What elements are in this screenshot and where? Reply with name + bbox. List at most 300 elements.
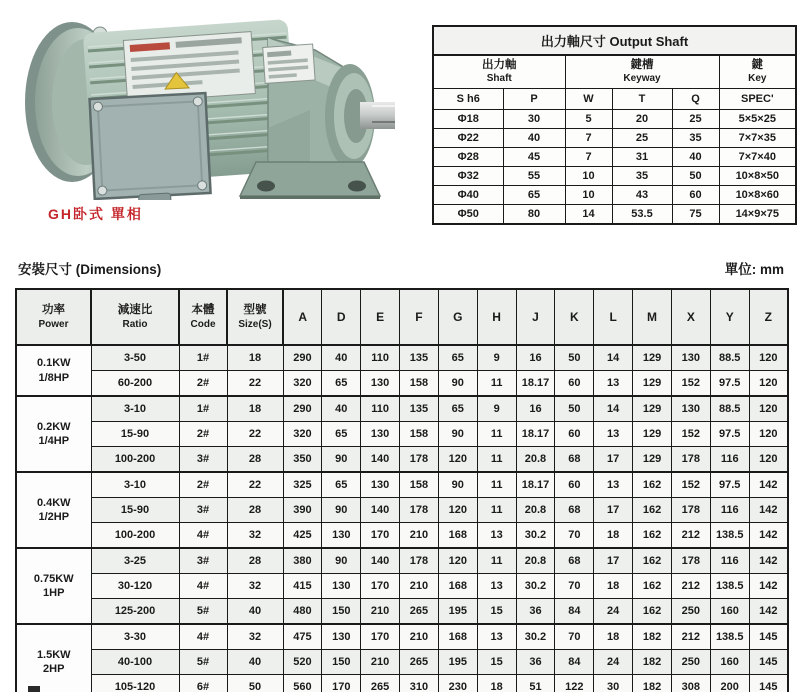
- value-cell: 68: [555, 498, 594, 523]
- value-cell: 70: [555, 574, 594, 599]
- value-cell: 142: [749, 472, 788, 498]
- value-cell: 120: [438, 498, 477, 523]
- value-cell: 22: [227, 422, 283, 447]
- value-cell: 145: [749, 650, 788, 675]
- output-shaft-column-header-row: [433, 89, 796, 110]
- value-cell: 18: [594, 624, 633, 650]
- dimensions-row: [16, 599, 788, 625]
- output-shaft-title: 出力軸尺寸 Output Shaft: [433, 26, 796, 55]
- value-cell: 110: [361, 345, 400, 371]
- col-k: K: [555, 289, 594, 345]
- value-cell: 22: [227, 371, 283, 397]
- value-cell: 13: [477, 574, 516, 599]
- value-cell: 200: [710, 675, 749, 692]
- value-cell: 18.17: [516, 422, 555, 447]
- output-shaft-title-row: [433, 26, 796, 55]
- shaft-value-cell: 40: [672, 148, 719, 167]
- value-cell: 20.8: [516, 548, 555, 574]
- value-cell: 152: [671, 472, 710, 498]
- value-cell: 36: [516, 650, 555, 675]
- value-cell: 129: [633, 345, 672, 371]
- value-cell: 120: [749, 371, 788, 397]
- value-cell: 40: [322, 396, 361, 422]
- col-m: M: [633, 289, 672, 345]
- value-cell: 65: [438, 396, 477, 422]
- shaft-value-cell: 10×8×50: [719, 167, 796, 186]
- value-cell: 130: [322, 523, 361, 549]
- col-size-en: Size(S): [238, 318, 272, 330]
- ratio-cell: 3-10: [91, 396, 179, 422]
- value-cell: 90: [438, 422, 477, 447]
- value-cell: 32: [227, 523, 283, 549]
- shaft-value-cell: 40: [503, 129, 565, 148]
- dimensions-tbody: [16, 345, 788, 692]
- output-shaft-table: [432, 25, 797, 225]
- col-g: G: [438, 289, 477, 345]
- value-cell: 290: [283, 345, 322, 371]
- col-z: Z: [749, 289, 788, 345]
- value-cell: 150: [322, 650, 361, 675]
- value-cell: 142: [749, 574, 788, 599]
- shaft-value-cell: 60: [672, 186, 719, 205]
- dimensions-row: [16, 345, 788, 371]
- col-t: T: [612, 89, 672, 110]
- value-cell: 18: [594, 523, 633, 549]
- shaft-value-cell: 35: [612, 167, 672, 186]
- shaft-diameter-cell: Φ32: [433, 167, 503, 186]
- value-cell: 178: [400, 447, 439, 473]
- col-q: Q: [672, 89, 719, 110]
- value-cell: 210: [400, 523, 439, 549]
- value-cell: 84: [555, 650, 594, 675]
- value-cell: 210: [361, 599, 400, 625]
- value-cell: 22: [227, 472, 283, 498]
- value-cell: 210: [361, 650, 400, 675]
- value-cell: 170: [361, 574, 400, 599]
- value-cell: 170: [361, 624, 400, 650]
- value-cell: 152: [671, 422, 710, 447]
- value-cell: 30: [594, 675, 633, 692]
- col-power-en: Power: [38, 318, 69, 330]
- power-line: 2HP: [43, 663, 65, 675]
- group-key-zh: 鍵: [751, 58, 764, 71]
- shaft-value-cell: 7×7×35: [719, 129, 796, 148]
- value-cell: 20.8: [516, 498, 555, 523]
- value-cell: 13: [594, 422, 633, 447]
- unit-label: 單位: mm: [724, 262, 784, 277]
- power-line: 1.5KW: [36, 648, 71, 661]
- motor-nameplate: [123, 32, 255, 103]
- dimensions-row: [16, 675, 788, 692]
- value-cell: 16: [516, 345, 555, 371]
- power-line: 1/2HP: [38, 511, 70, 523]
- value-cell: 142: [749, 548, 788, 574]
- value-cell: 18: [227, 396, 283, 422]
- col-s-h6: S h6: [433, 89, 503, 110]
- value-cell: 168: [438, 624, 477, 650]
- value-cell: 9: [477, 396, 516, 422]
- value-cell: 195: [438, 650, 477, 675]
- value-cell: 70: [555, 523, 594, 549]
- shaft-value-cell: 80: [503, 205, 565, 225]
- value-cell: 13: [594, 371, 633, 397]
- output-shaft-row: [433, 110, 796, 129]
- dimensions-header-row: [16, 289, 788, 345]
- value-cell: 3#: [179, 447, 227, 473]
- shaft-value-cell: 7: [565, 148, 612, 167]
- value-cell: 182: [633, 624, 672, 650]
- value-cell: 425: [283, 523, 322, 549]
- shaft-diameter-cell: Φ18: [433, 110, 503, 129]
- dimensions-row: [16, 396, 788, 422]
- group-key: [719, 55, 796, 89]
- power-line: 0.1KW: [36, 357, 71, 370]
- col-power-zh: 功率: [42, 303, 65, 316]
- dimensions-table: [15, 288, 789, 692]
- value-cell: 2#: [179, 422, 227, 447]
- shaft-value-cell: 25: [612, 129, 672, 148]
- value-cell: 162: [633, 498, 672, 523]
- power-line: 0.75KW: [33, 572, 74, 585]
- ratio-cell: 60-200: [91, 371, 179, 397]
- value-cell: 28: [227, 548, 283, 574]
- value-cell: 178: [400, 548, 439, 574]
- power-line: 1HP: [43, 587, 65, 599]
- dimensions-row: [16, 371, 788, 397]
- value-cell: 122: [555, 675, 594, 692]
- dimensions-row: [16, 447, 788, 473]
- value-cell: 116: [710, 498, 749, 523]
- value-cell: 138.5: [710, 574, 749, 599]
- group-key-en: Key: [748, 73, 767, 84]
- value-cell: 138.5: [710, 523, 749, 549]
- shaft-value-cell: 75: [672, 205, 719, 225]
- value-cell: 520: [283, 650, 322, 675]
- dimensions-row: [16, 523, 788, 549]
- value-cell: 68: [555, 447, 594, 473]
- value-cell: 130: [361, 371, 400, 397]
- value-cell: 145: [749, 675, 788, 692]
- shaft-value-cell: 25: [672, 110, 719, 129]
- shaft-value-cell: 43: [612, 186, 672, 205]
- shaft-value-cell: 10×8×60: [719, 186, 796, 205]
- shaft-value-cell: 55: [503, 167, 565, 186]
- output-shaft-tbody: [433, 110, 796, 225]
- value-cell: 135: [400, 396, 439, 422]
- value-cell: 88.5: [710, 345, 749, 371]
- value-cell: 135: [400, 345, 439, 371]
- value-cell: 11: [477, 498, 516, 523]
- value-cell: 130: [361, 472, 400, 498]
- group-shaft-en: Shaft: [486, 73, 512, 84]
- power-cell: [16, 345, 91, 396]
- col-e: E: [361, 289, 400, 345]
- ratio-cell: 3-25: [91, 548, 179, 574]
- value-cell: 168: [438, 574, 477, 599]
- col-a: A: [283, 289, 322, 345]
- ratio-cell: 15-90: [91, 422, 179, 447]
- value-cell: 2#: [179, 371, 227, 397]
- value-cell: 120: [749, 447, 788, 473]
- value-cell: 1#: [179, 396, 227, 422]
- value-cell: 290: [283, 396, 322, 422]
- value-cell: 90: [438, 472, 477, 498]
- value-cell: 142: [749, 498, 788, 523]
- value-cell: 1#: [179, 345, 227, 371]
- ratio-cell: 100-200: [91, 523, 179, 549]
- value-cell: 84: [555, 599, 594, 625]
- value-cell: 162: [633, 472, 672, 498]
- shaft-value-cell: 14×9×75: [719, 205, 796, 225]
- group-shaft: [433, 55, 565, 89]
- value-cell: 145: [749, 624, 788, 650]
- value-cell: 40: [227, 650, 283, 675]
- col-size: [227, 289, 283, 345]
- output-shaft-group-row: [433, 55, 796, 89]
- page-corner-mark: [28, 686, 40, 692]
- shaft-value-cell: 14: [565, 205, 612, 225]
- value-cell: 178: [671, 447, 710, 473]
- value-cell: 90: [322, 447, 361, 473]
- value-cell: 129: [633, 396, 672, 422]
- dimensions-section-header: [18, 258, 784, 278]
- product-caption: GH卧式 單相: [48, 206, 143, 222]
- shaft-value-cell: 65: [503, 186, 565, 205]
- shaft-diameter-cell: Φ28: [433, 148, 503, 167]
- group-shaft-zh: 出力軸: [482, 58, 517, 71]
- value-cell: 475: [283, 624, 322, 650]
- power-cell: [16, 624, 91, 692]
- dimensions-row: [16, 574, 788, 599]
- value-cell: 30.2: [516, 624, 555, 650]
- power-line: 0.2KW: [36, 420, 71, 433]
- value-cell: 90: [322, 498, 361, 523]
- col-code-en: Code: [190, 318, 216, 330]
- shaft-diameter-cell: Φ40: [433, 186, 503, 205]
- value-cell: 116: [710, 548, 749, 574]
- dimensions-title: 安裝尺寸 (Dimensions): [18, 262, 162, 277]
- value-cell: 6#: [179, 675, 227, 692]
- output-shaft-row: [433, 148, 796, 167]
- value-cell: 60: [555, 371, 594, 397]
- value-cell: 152: [671, 371, 710, 397]
- value-cell: 320: [283, 422, 322, 447]
- value-cell: 210: [400, 624, 439, 650]
- power-line: 1/8HP: [38, 371, 70, 384]
- value-cell: 310: [400, 675, 439, 692]
- value-cell: 17: [594, 447, 633, 473]
- value-cell: 178: [671, 548, 710, 574]
- value-cell: 16: [516, 396, 555, 422]
- value-cell: 60: [555, 472, 594, 498]
- mounting-base: [240, 162, 380, 199]
- output-shaft: [360, 102, 395, 129]
- value-cell: 170: [322, 675, 361, 692]
- value-cell: 325: [283, 472, 322, 498]
- value-cell: 140: [361, 498, 400, 523]
- value-cell: 160: [710, 650, 749, 675]
- col-w: W: [565, 89, 612, 110]
- dimensions-row: [16, 422, 788, 447]
- value-cell: 140: [361, 548, 400, 574]
- value-cell: 230: [438, 675, 477, 692]
- value-cell: 265: [400, 599, 439, 625]
- value-cell: 130: [322, 624, 361, 650]
- ratio-cell: 30-120: [91, 574, 179, 599]
- value-cell: 110: [361, 396, 400, 422]
- power-cell: [16, 472, 91, 548]
- ratio-cell: 3-30: [91, 624, 179, 650]
- ratio-cell: 3-50: [91, 345, 179, 371]
- shaft-value-cell: 31: [612, 148, 672, 167]
- value-cell: 20.8: [516, 447, 555, 473]
- value-cell: 210: [400, 574, 439, 599]
- col-ratio: [91, 289, 179, 345]
- col-y: Y: [710, 289, 749, 345]
- value-cell: 182: [633, 675, 672, 692]
- value-cell: 120: [749, 422, 788, 447]
- ratio-cell: 125-200: [91, 599, 179, 625]
- value-cell: 15: [477, 650, 516, 675]
- value-cell: 320: [283, 371, 322, 397]
- col-spec: SPEC': [719, 89, 796, 110]
- output-shaft-row: [433, 186, 796, 205]
- motor-image-block: [20, 10, 405, 224]
- gear-housing: [263, 38, 395, 182]
- value-cell: 2#: [179, 472, 227, 498]
- col-ratio-en: Ratio: [122, 318, 148, 330]
- value-cell: 9: [477, 345, 516, 371]
- value-cell: 28: [227, 498, 283, 523]
- value-cell: 65: [438, 345, 477, 371]
- value-cell: 162: [633, 548, 672, 574]
- shaft-diameter-cell: Φ22: [433, 129, 503, 148]
- col-j: J: [516, 289, 555, 345]
- value-cell: 32: [227, 574, 283, 599]
- value-cell: 50: [555, 345, 594, 371]
- value-cell: 17: [594, 498, 633, 523]
- value-cell: 138.5: [710, 624, 749, 650]
- value-cell: 560: [283, 675, 322, 692]
- value-cell: 130: [671, 396, 710, 422]
- value-cell: 212: [671, 624, 710, 650]
- value-cell: 3#: [179, 548, 227, 574]
- value-cell: 65: [322, 472, 361, 498]
- shaft-value-cell: 5: [565, 110, 612, 129]
- value-cell: 11: [477, 371, 516, 397]
- value-cell: 150: [322, 599, 361, 625]
- col-size-zh: 型號: [243, 303, 267, 316]
- value-cell: 3#: [179, 498, 227, 523]
- dimensions-row: [16, 548, 788, 574]
- value-cell: 170: [361, 523, 400, 549]
- col-d: D: [322, 289, 361, 345]
- value-cell: 14: [594, 345, 633, 371]
- power-cell: [16, 548, 91, 624]
- value-cell: 158: [400, 371, 439, 397]
- value-cell: 162: [633, 599, 672, 625]
- output-shaft-row: [433, 129, 796, 148]
- col-ratio-zh: 減速比: [117, 303, 153, 316]
- value-cell: 250: [671, 599, 710, 625]
- value-cell: 212: [671, 523, 710, 549]
- ratio-cell: 3-10: [91, 472, 179, 498]
- ratio-cell: 100-200: [91, 447, 179, 473]
- value-cell: 70: [555, 624, 594, 650]
- col-code: [179, 289, 227, 345]
- value-cell: 390: [283, 498, 322, 523]
- value-cell: 32: [227, 624, 283, 650]
- shaft-value-cell: 5×5×25: [719, 110, 796, 129]
- value-cell: 4#: [179, 523, 227, 549]
- col-code-zh: 本體: [191, 303, 215, 316]
- value-cell: 88.5: [710, 396, 749, 422]
- dimensions-row: [16, 498, 788, 523]
- value-cell: 178: [400, 498, 439, 523]
- value-cell: 129: [633, 422, 672, 447]
- value-cell: 30.2: [516, 523, 555, 549]
- value-cell: 24: [594, 599, 633, 625]
- value-cell: 13: [594, 472, 633, 498]
- value-cell: 160: [710, 599, 749, 625]
- value-cell: 195: [438, 599, 477, 625]
- value-cell: 11: [477, 447, 516, 473]
- col-h: H: [477, 289, 516, 345]
- gear-motor-product-photo: [20, 10, 395, 200]
- value-cell: 90: [322, 548, 361, 574]
- value-cell: 97.5: [710, 472, 749, 498]
- value-cell: 97.5: [710, 371, 749, 397]
- col-f: F: [400, 289, 439, 345]
- value-cell: 4#: [179, 624, 227, 650]
- value-cell: 480: [283, 599, 322, 625]
- value-cell: 18: [227, 345, 283, 371]
- value-cell: 168: [438, 523, 477, 549]
- col-power: [16, 289, 91, 345]
- col-x: X: [671, 289, 710, 345]
- value-cell: 11: [477, 472, 516, 498]
- value-cell: 18: [477, 675, 516, 692]
- value-cell: 14: [594, 396, 633, 422]
- value-cell: 142: [749, 523, 788, 549]
- value-cell: 13: [477, 523, 516, 549]
- value-cell: 120: [438, 447, 477, 473]
- power-line: 0.4KW: [36, 496, 71, 509]
- shaft-value-cell: 45: [503, 148, 565, 167]
- shaft-value-cell: 10: [565, 167, 612, 186]
- value-cell: 18.17: [516, 472, 555, 498]
- value-cell: 140: [361, 447, 400, 473]
- value-cell: 142: [749, 599, 788, 625]
- shaft-value-cell: 10: [565, 186, 612, 205]
- shaft-value-cell: 35: [672, 129, 719, 148]
- value-cell: 24: [594, 650, 633, 675]
- value-cell: 97.5: [710, 422, 749, 447]
- value-cell: 116: [710, 447, 749, 473]
- value-cell: 158: [400, 422, 439, 447]
- value-cell: 162: [633, 574, 672, 599]
- value-cell: 40: [322, 345, 361, 371]
- value-cell: 40: [227, 599, 283, 625]
- value-cell: 120: [749, 396, 788, 422]
- value-cell: 30.2: [516, 574, 555, 599]
- shaft-value-cell: 20: [612, 110, 672, 129]
- shaft-value-cell: 30: [503, 110, 565, 129]
- value-cell: 130: [671, 345, 710, 371]
- shaft-diameter-cell: Φ50: [433, 205, 503, 225]
- value-cell: 130: [322, 574, 361, 599]
- value-cell: 120: [438, 548, 477, 574]
